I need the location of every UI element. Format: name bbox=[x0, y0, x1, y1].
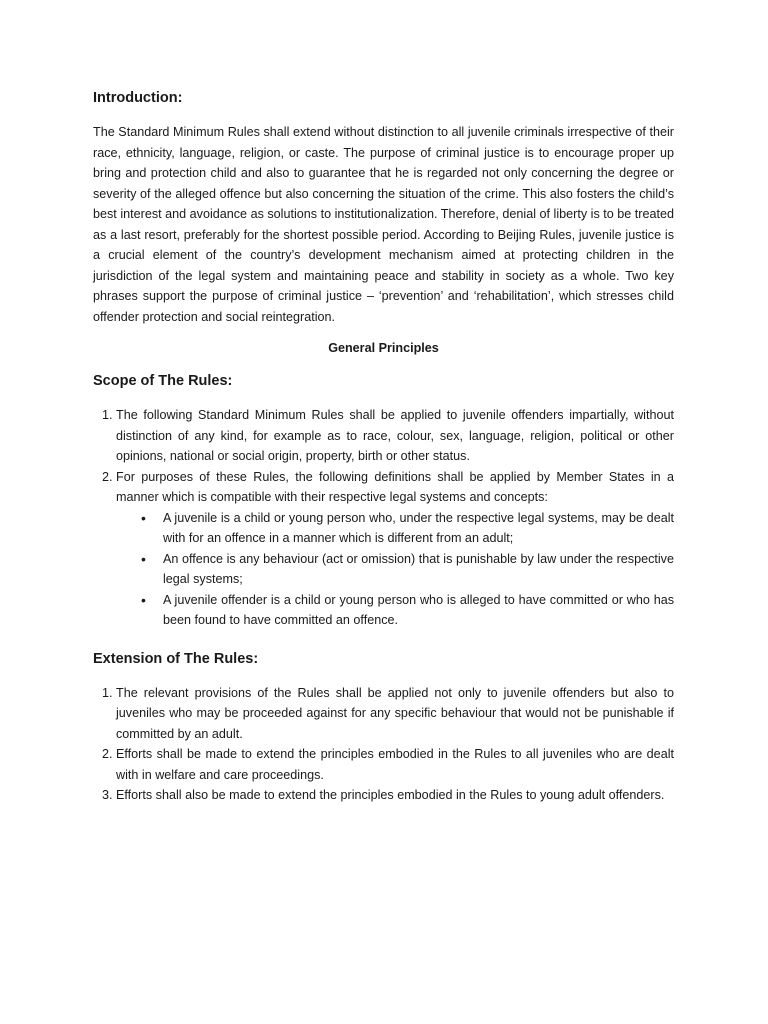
definition-item: • A juvenile is a child or young person who, under the respective legal systems, may be dealt with for an offence in a manner which is different from an adult; bbox=[163, 508, 674, 549]
definitions-list bbox=[116, 508, 674, 631]
scope-item-text: The following Standard Minimum Rules shall be applied to juvenile offenders impartially, without distinction of any kind, for example as to race, colour, sex, language, religion, political or other opinions, national or social origin, property, birth or other status. bbox=[116, 408, 674, 463]
extension-item: 2. Efforts shall be made to extend the principles embodied in the Rules to all juveniles who are dealt with in welfare and care proceedings. bbox=[116, 744, 674, 785]
introduction-paragraph: The Standard Minimum Rules shall extend without distinction to all juvenile criminals irrespective of their race, ethnicity, language, religion, or caste. The purpose of criminal justice is to encourage proper up bring and protection child and also to guarantee that he is regarded not only concerning the degree or severity of the alleged offence but also concerning the situation of the crime. This also fosters the child’s best interest and avoidance as solutions to institutionalization. Therefore, denial of liberty is to be treated as a last resort, preferably for the shortest possible period. According to Beijing Rules, juvenile justice is a crucial element of the country’s development mechanism aimed at protecting children in the jurisdiction of the legal system and maintaining peace and stability in society as a whole. Two key phrases support the purpose of criminal justice – ‘prevention’ and ‘rehabilitation’, which stresses child offender protection and social reintegration. bbox=[93, 125, 674, 324]
scope-heading: Scope of The Rules: bbox=[93, 373, 233, 389]
extension-section bbox=[93, 649, 674, 806]
scope-section bbox=[93, 371, 674, 631]
introduction-section bbox=[93, 88, 674, 327]
scope-list bbox=[93, 405, 674, 631]
general-principles-heading: General Principles bbox=[328, 341, 439, 355]
extension-list bbox=[93, 683, 674, 806]
definition-item: • A juvenile offender is a child or young person who is alleged to have committed or who has been found to have committed an offence. bbox=[163, 590, 674, 631]
scope-item bbox=[116, 405, 674, 467]
scope-item bbox=[116, 467, 674, 631]
extension-item: 1. The relevant provisions of the Rules shall be applied not only to juvenile offenders but also to juveniles who may be proceeded against for any specific behaviour that would not be punishable if committed by an adult. bbox=[116, 683, 674, 745]
scope-item-text: For purposes of these Rules, the following definitions shall be applied by Member States in a manner which is compatible with their respective legal systems and concepts: bbox=[116, 469, 674, 504]
extension-item: 3. Efforts shall also be made to extend the principles embodied in the Rules to young adult offenders. bbox=[116, 785, 674, 806]
introduction-heading: Introduction: bbox=[93, 90, 183, 106]
extension-heading: Extension of The Rules: bbox=[93, 650, 259, 667]
definition-item: • An offence is any behaviour (act or omission) that is punishable by law under the respective legal systems; bbox=[163, 549, 674, 590]
